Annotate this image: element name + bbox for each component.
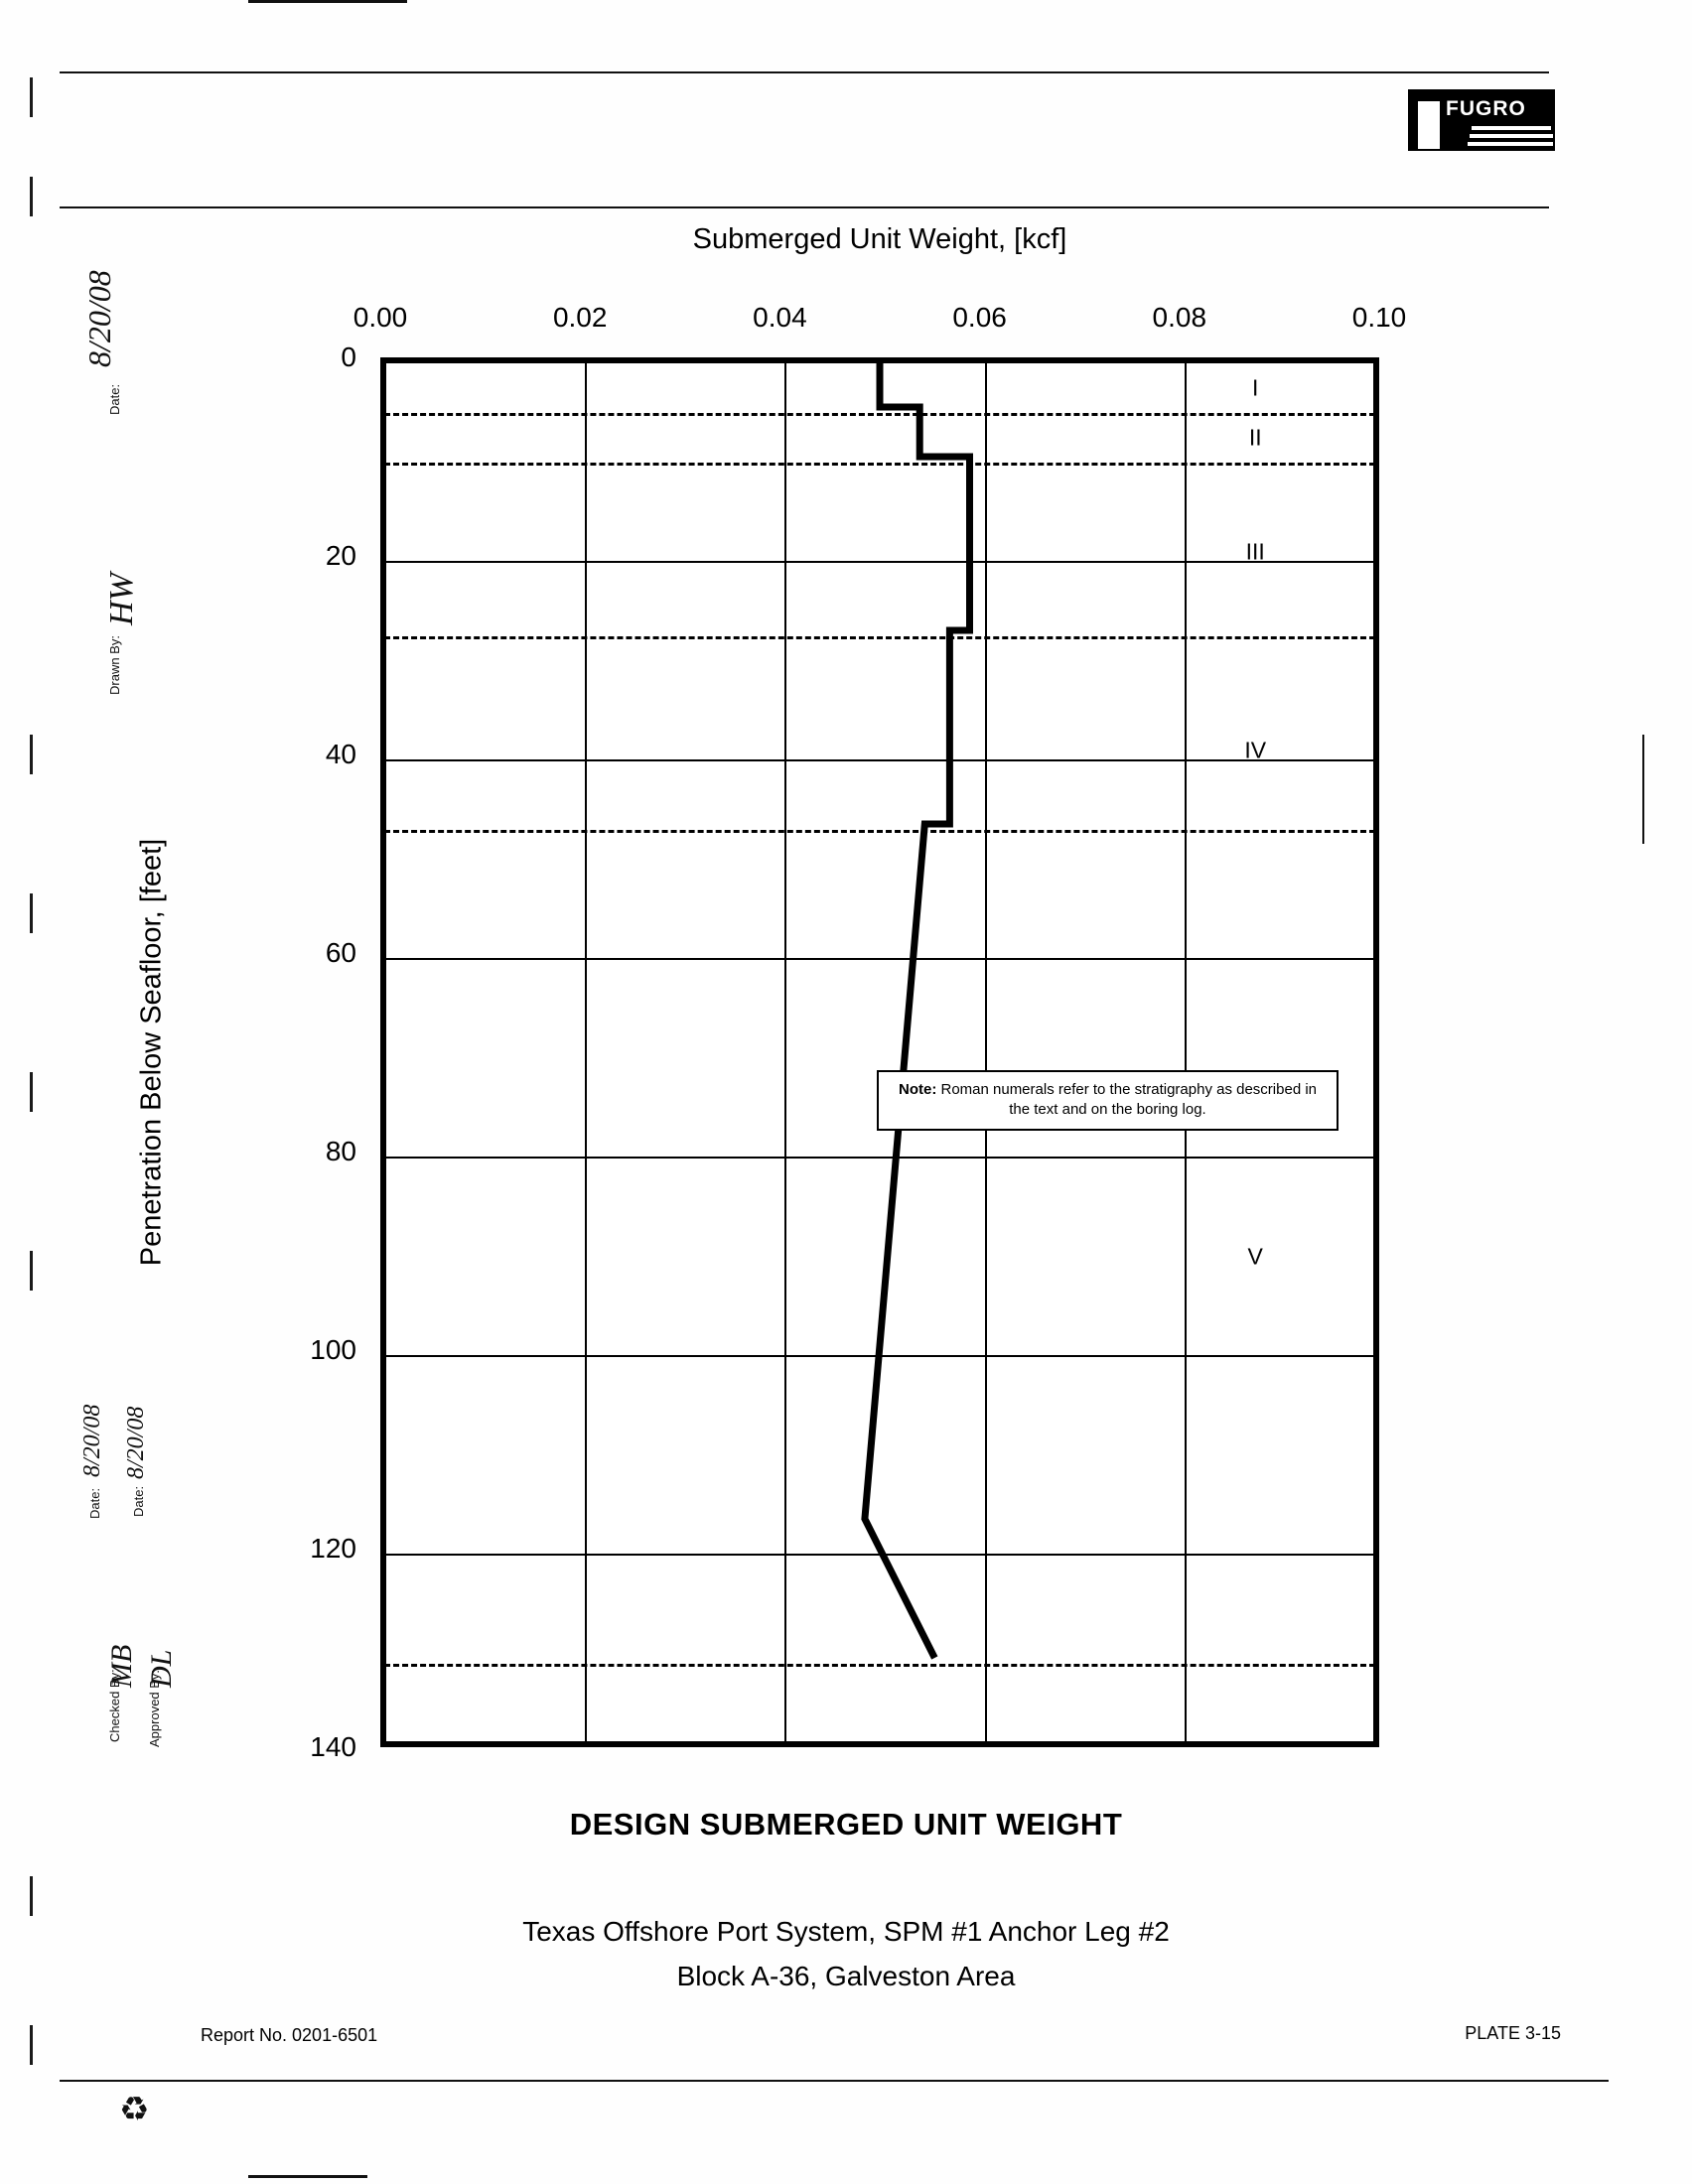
report-number: Report No. 0201-6501 [201,2025,378,2045]
x-tick-label: 0.04 [753,302,807,333]
approved-date-value: 8/20/08 [123,1406,149,1479]
approved-date-label: Date: [131,1485,146,1517]
drawn-by-label: Drawn By: [107,635,122,695]
drawn-date-label: Date: [107,383,122,415]
logo-wave-3 [1468,142,1553,146]
margin-mark [30,177,33,216]
checked-by-value: MB [105,1644,138,1688]
logo-wave-1 [1472,126,1551,130]
checked-date-value: 8/20/08 [79,1404,105,1477]
y-tick-label: 80 [325,1136,356,1166]
y-tick-label: 20 [325,540,356,571]
logo-wave-2 [1470,134,1553,138]
header-rule-lower [60,206,1549,208]
chart-title: DESIGN SUBMERGED UNIT WEIGHT [569,1807,1123,1842]
x-tick-label: 0.06 [952,302,1007,333]
plate-number: PLATE 3-15 [1465,2023,1561,2043]
checked-by-label: Checked By: [107,1669,122,1742]
drawn-date-value: 8/20/08 [81,270,117,367]
x-tick-label: 0.10 [1351,302,1407,333]
scan-artifact-top [248,0,407,3]
right-margin-tick [1642,735,1644,844]
approved-by-value: DL [145,1649,178,1688]
stratigraphy-note [877,1070,1339,1131]
logo-f-mark [1418,97,1440,149]
stratigraphy-label: II [1248,424,1262,451]
x-tick-label: 0.08 [1152,302,1207,333]
drawn-by-value: HW [103,573,140,625]
y-axis-title: Penetration Below Seafloor, [feet] [135,838,168,1267]
logo-wordmark: FUGRO [1446,97,1526,120]
margin-mark [30,735,33,774]
margin-mark [30,1072,33,1112]
stratigraphy-label: V [1247,1243,1263,1270]
footer-rule [60,2080,1609,2082]
header-rule-upper [60,71,1549,73]
approved-by-label: Approved By: [147,1669,162,1747]
margin-mark [30,2025,33,2065]
data-series-line [380,357,1379,1747]
project-subtitle-line1: Texas Offshore Port System, SPM #1 Anchor Leg #2 [522,1916,1170,1947]
y-tick-label: 40 [325,739,356,769]
y-tick-label: 140 [310,1731,356,1762]
x-tick-label: 0.00 [352,302,408,333]
logo-field [1412,93,1551,147]
x-tick-label: 0.02 [552,302,608,333]
margin-mark [30,77,33,117]
checked-date-label: Date: [87,1487,102,1519]
scan-artifact-bottom [248,2175,367,2178]
y-tick-label: 0 [341,341,356,372]
y-tick-label: 100 [310,1334,356,1365]
y-tick-label: 60 [325,937,356,968]
recycle-icon: ♻ [119,2091,150,2128]
fugro-logo [1408,89,1555,151]
margin-mark [30,1876,33,1916]
stratigraphy-label: I [1252,374,1259,401]
stratigraphy-label: III [1245,538,1265,565]
project-subtitle-line2: Block A-36, Galveston Area [676,1961,1016,1991]
series-polyline [865,357,970,1658]
note-label: Note: [898,1081,937,1098]
margin-mark [30,893,33,933]
margin-mark [30,1251,33,1291]
y-tick-label: 120 [310,1533,356,1564]
x-axis-title: Submerged Unit Weight, [kcf] [692,223,1067,255]
stratigraphy-label: IV [1244,737,1267,763]
note-text: Roman numerals refer to the stratigraphy as described in the text and on the boring log. [940,1081,1317,1119]
